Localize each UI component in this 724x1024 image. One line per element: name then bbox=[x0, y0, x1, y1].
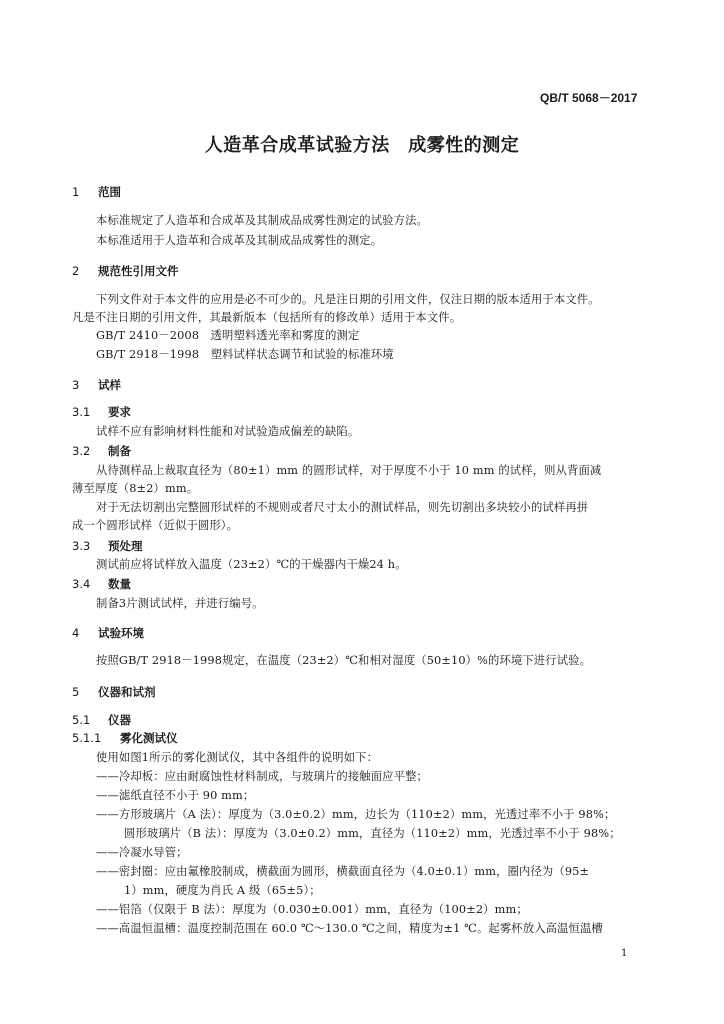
section-5-heading bbox=[72, 684, 156, 700]
list-item: ——高温恒温槽：温度控制范围在 60.0 ℃～130.0 ℃之间，精度为±1 ℃。起雾杯放入高温恒温槽 bbox=[96, 922, 603, 935]
list-item: ——方形玻璃片（A 法）：厚度为（3.0±0.2）mm，边长为（110±2）mm，光透过率不小于 98%； bbox=[96, 808, 616, 821]
subsection-3-2-heading bbox=[72, 443, 131, 459]
subsection-5-1-1-heading bbox=[72, 730, 178, 746]
paragraph: 试样不应有影响材料性能和对试验造成偏差的缺陷。 bbox=[96, 425, 360, 438]
paragraph: 制备3片测试试样，并进行编号。 bbox=[96, 597, 264, 610]
paragraph: 使用如图1所示的雾化测试仪，其中各组件的说明如下： bbox=[96, 751, 379, 764]
list-item-continuation: 1）mm，硬度为肖氏 A 级（65±5）； bbox=[124, 884, 321, 897]
section-number: 2 bbox=[72, 264, 80, 278]
section-number: 3.3 bbox=[72, 539, 91, 553]
standard-number: QB/T 5068－2017 bbox=[540, 91, 638, 105]
section-number: 3.4 bbox=[72, 577, 91, 591]
section-number: 5.1.1 bbox=[72, 731, 102, 745]
list-item: ——冷凝水导管； bbox=[96, 846, 188, 859]
paragraph: 下列文件对于本文件的应用是必不可少的。凡是注日期的引用文件，仅注日期的版本适用于本文件。 bbox=[96, 293, 600, 306]
section-title: 规范性引用文件 bbox=[98, 264, 179, 278]
paragraph: 从待测样品上裁取直径为（80±1）mm 的圆形试样，对于厚度不小于 10 mm 的试样，则从背面减 bbox=[96, 464, 602, 477]
section-number: 3 bbox=[72, 378, 80, 392]
section-title: 要求 bbox=[108, 405, 131, 419]
paragraph: 薄至厚度（8±2）mm。 bbox=[72, 482, 199, 495]
section-title: 数量 bbox=[108, 577, 131, 591]
section-number: 5 bbox=[72, 685, 80, 699]
section-number: 3.2 bbox=[72, 444, 91, 458]
section-title: 仪器 bbox=[108, 713, 131, 727]
paragraph: 按照GB/T 2918－1998规定，在温度（23±2）℃和相对湿度（50±10）%的环境下进行试验。 bbox=[96, 654, 592, 667]
list-item-continuation: 圆形玻璃片（B 法）：厚度为（3.0±0.2）mm，直径为（110±2）mm，光透过率不小于 98%； bbox=[124, 827, 621, 840]
section-1-heading bbox=[72, 184, 121, 200]
list-item: ——冷却板：应由耐腐蚀性材料制成，与玻璃片的接触面应平整； bbox=[96, 770, 428, 783]
reference-item: GB/T 2918－1998 塑料试样状态调节和试验的标准环境 bbox=[96, 348, 394, 361]
section-title: 预处理 bbox=[108, 539, 143, 553]
section-title: 制备 bbox=[108, 444, 131, 458]
subsection-3-1-heading bbox=[72, 404, 131, 420]
section-number: 1 bbox=[72, 185, 80, 199]
section-title: 范围 bbox=[98, 185, 121, 199]
section-2-heading bbox=[72, 263, 179, 279]
page-number: 1 bbox=[621, 948, 628, 959]
section-title: 雾化测试仪 bbox=[120, 731, 178, 745]
section-4-heading bbox=[72, 625, 144, 641]
section-number: 5.1 bbox=[72, 713, 91, 727]
subsection-3-3-heading bbox=[72, 538, 143, 554]
reference-item: GB/T 2410－2008 透明塑料透光率和雾度的测定 bbox=[96, 329, 360, 342]
list-item: ——密封圈：应由氟橡胶制成，横截面为圆形，横截面直径为（4.0±0.1）mm，圈内径为（95± bbox=[96, 865, 590, 878]
section-number: 3.1 bbox=[72, 405, 91, 419]
list-item: ——铝箔（仅限于 B 法）：厚度为（0.030±0.001）mm，直径为（100±2）mm； bbox=[96, 903, 528, 916]
paragraph: 本标准规定了人造革和合成革及其制成品成雾性测定的试验方法。 bbox=[96, 214, 428, 227]
paragraph: 成一个圆形试样（近似于圆形）。 bbox=[72, 519, 239, 532]
paragraph: 测试前应将试样放入温度（23±2）℃的干燥器内干燥24 h。 bbox=[96, 558, 407, 571]
paragraph: 凡是不注日期的引用文件，其最新版本（包括所有的修改单）适用于本文件。 bbox=[72, 311, 462, 324]
section-number: 4 bbox=[72, 626, 80, 640]
subsection-5-1-heading bbox=[72, 712, 131, 728]
section-title: 仪器和试剂 bbox=[98, 685, 156, 699]
paragraph: 本标准适用于人造革和合成革及其制成品成雾性的测定。 bbox=[96, 234, 383, 247]
section-3-heading bbox=[72, 377, 121, 393]
section-title: 试样 bbox=[98, 378, 121, 392]
section-title: 试验环境 bbox=[98, 626, 144, 640]
paragraph: 对于无法切割出完整圆形试样的不规则或者尺寸太小的测试样品，则先切割出多块较小的试样再拼 bbox=[96, 501, 589, 514]
document-title: 人造革合成革试验方法 成雾性的测定 bbox=[204, 135, 520, 156]
list-item: ——滤纸直径不小于 90 mm； bbox=[96, 789, 255, 802]
subsection-3-4-heading bbox=[72, 576, 131, 592]
